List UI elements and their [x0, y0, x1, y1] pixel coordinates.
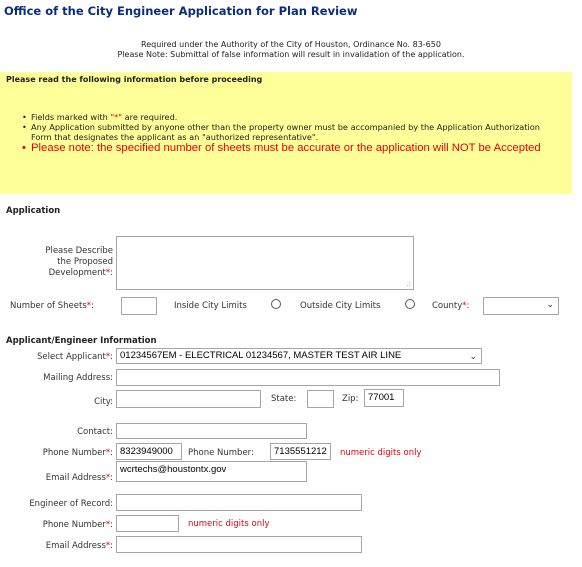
contact-input[interactable]: [116, 423, 307, 439]
false-info-warning: Please Note: Submittal of false information will result in invalidation of the application.: [117, 50, 465, 59]
engineer-of-record-label: Engineer of Record:: [29, 499, 113, 509]
select-applicant-dropdown[interactable]: 01234567EM - ELECTRICAL 01234567, MASTER TEST AIR LINE ⌄: [116, 348, 482, 364]
applicant-section-heading: Applicant/Engineer Information: [6, 336, 157, 346]
email-input[interactable]: wcrtechs@houstontx.gov: [116, 461, 307, 482]
mailing-address-input[interactable]: [116, 369, 500, 386]
mailing-address-label: Mailing Address:: [43, 373, 113, 383]
page-title: Office of the City Engineer Application for Plan Review: [4, 4, 358, 18]
eor-email-input[interactable]: [116, 536, 362, 553]
state-label: State:: [271, 394, 297, 404]
outside-city-label: Outside City Limits: [300, 301, 381, 311]
resize-grip-icon[interactable]: .:: [406, 280, 411, 288]
phone-label: Phone Number*:: [42, 448, 113, 458]
select-applicant-label: Select Applicant*:: [37, 352, 113, 362]
phone2-input[interactable]: 7135551212: [270, 443, 331, 460]
phone2-label: Phone Number:: [188, 448, 254, 458]
sheets-label: Number of Sheets*:: [10, 301, 94, 311]
engineer-of-record-input[interactable]: [116, 494, 362, 511]
notice-bullets: [22, 112, 562, 155]
county-label: County*:: [432, 301, 470, 311]
sheets-input[interactable]: [121, 297, 157, 315]
chevron-down-icon: ⌄: [469, 351, 477, 361]
county-select[interactable]: [483, 297, 559, 315]
contact-label: Contact:: [77, 427, 113, 437]
chevron-down-icon: ⌄: [546, 300, 554, 310]
notice-bullet-sheets-warning: • Please note: the specified number of sheets must be accurate or the application will NOT be Accepted: [22, 142, 562, 155]
notice-heading: Please read the following information before proceeding: [6, 75, 263, 84]
city-label: City:: [94, 397, 113, 407]
eor-phone-input[interactable]: [116, 515, 179, 532]
description-textarea[interactable]: [116, 236, 414, 290]
eor-phone-numeric-hint: numeric digits only: [188, 519, 270, 529]
outside-city-radio[interactable]: [405, 299, 415, 309]
eor-email-label: Email Address*:: [45, 541, 113, 551]
email-label: Email Address*:: [45, 473, 113, 483]
city-input[interactable]: [116, 390, 261, 408]
notice-bullet-authorization: • Any Application submitted by anyone other than the property owner must be accompanied by the Application Authorization Form that designates the applicant as an "authorized representative".: [22, 122, 562, 142]
eor-phone-label: Phone Number*:: [42, 520, 113, 530]
phone-numeric-hint: numeric digits only: [340, 448, 422, 458]
inside-city-radio[interactable]: [271, 299, 281, 309]
state-input[interactable]: [307, 390, 334, 408]
zip-input[interactable]: 77001: [364, 389, 404, 407]
phone-input[interactable]: 8323949000: [116, 443, 182, 460]
describe-label: Please Describe the Proposed Development*:: [45, 246, 113, 278]
authority-text: Required under the Authority of the City of Houston, Ordinance No. 83-650: [141, 40, 441, 49]
zip-label: Zip:: [342, 394, 359, 404]
inside-city-label: Inside City Limits: [174, 301, 247, 311]
application-section-heading: Application: [6, 206, 61, 216]
notice-bullet-required: • Fields marked with "*" are required.: [22, 112, 562, 122]
